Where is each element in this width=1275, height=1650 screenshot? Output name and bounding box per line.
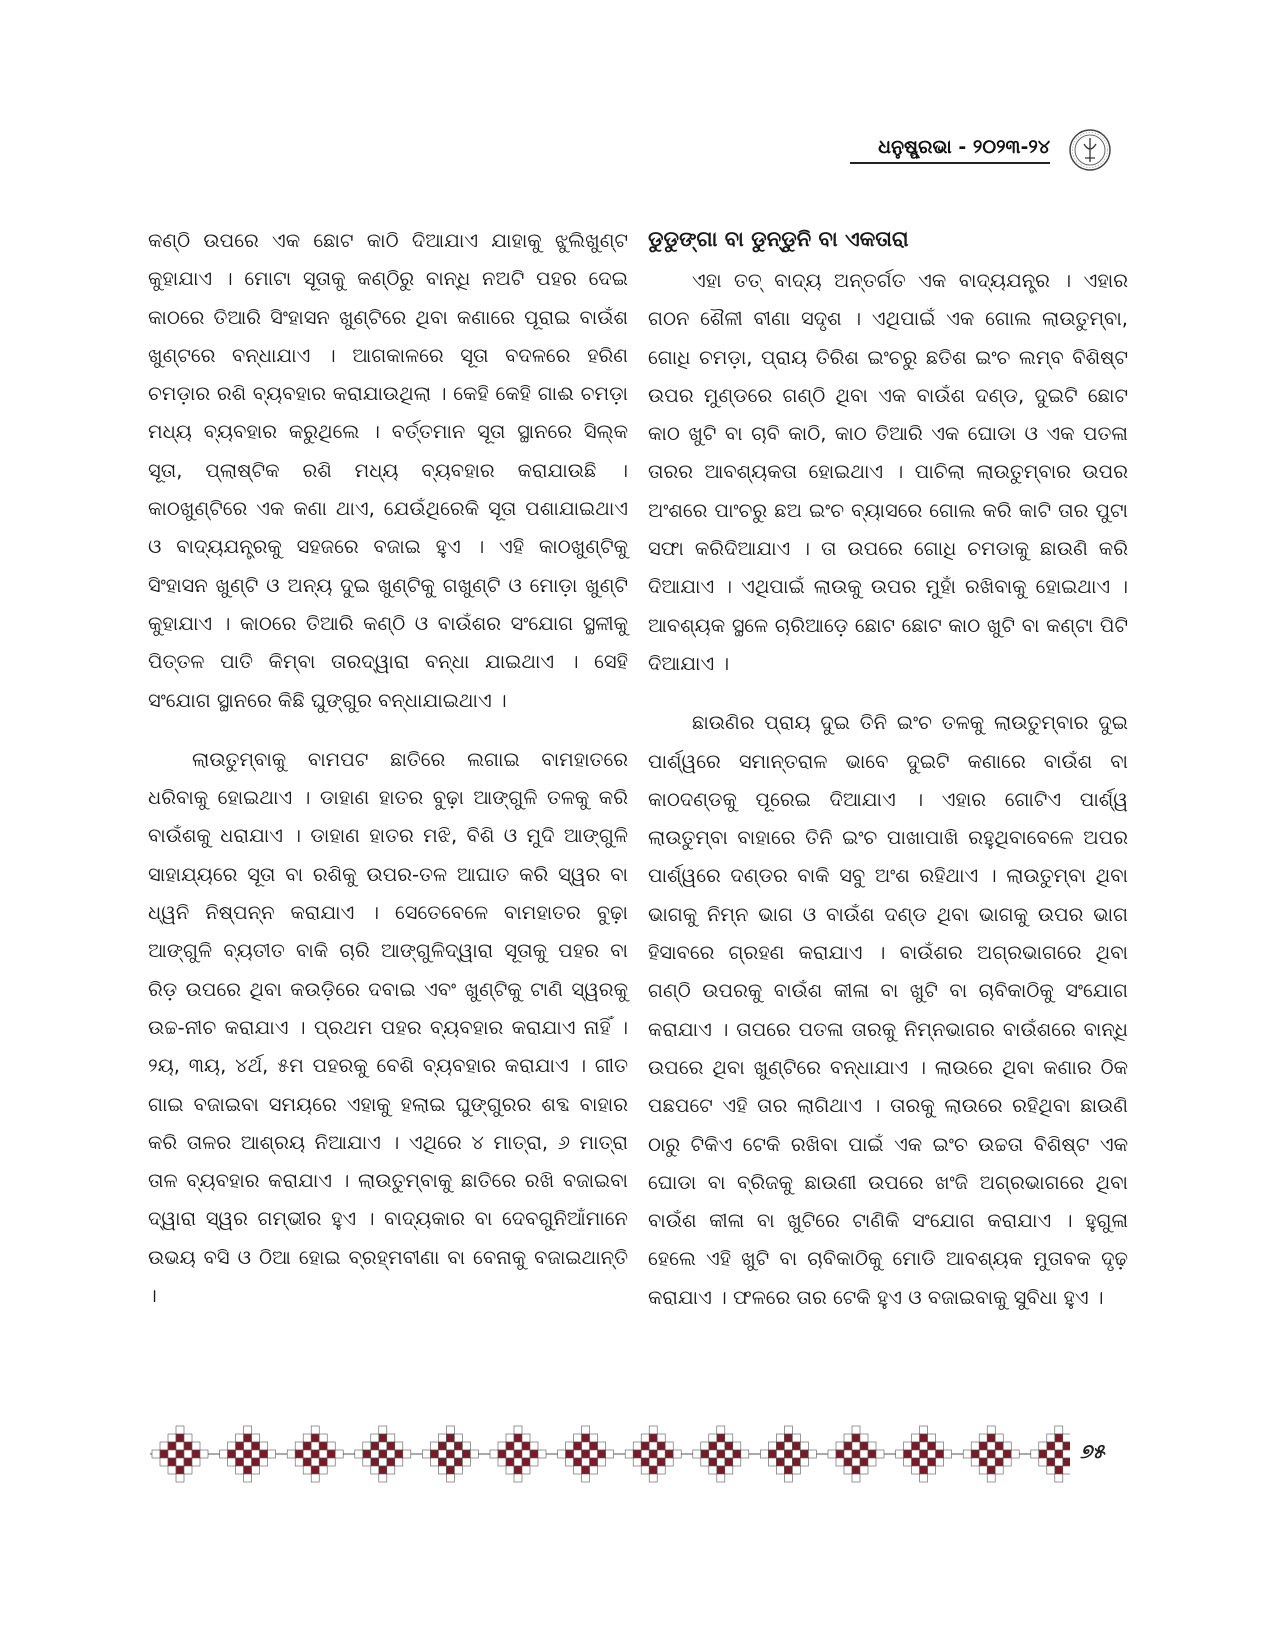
page-number: ୭୫	[1080, 1439, 1105, 1463]
checkered-cross-ornament-icon	[963, 1426, 1019, 1482]
checkered-cross-ornament-icon	[828, 1426, 884, 1482]
body-paragraph: ଛାଉଣିର ପ୍ରାୟ ଦୁଇ ତିନି ଇଂଚ ତଳକୁ ଲାଉତୁମ୍ବାର ଦୁଇ ପାର୍ଶ୍ୱରେ ସମାନ୍ତରାଳ ଭାବେ ଦୁଇଟି କଣାରେ ବାଉଁଶ ବା କାଠଦଣ୍ଡକୁ ପୂରେଇ ଦିଆଯାଏ । ଏହାର ଗୋଟିଏ ପାର୍ଶ୍ୱ ଲାଉତୁମ୍ବା ବାହାରେ ତିନି ଇଂଚ ପାଖାପାଖି ରହୁଥିବାବେଳେ ଅପର ପାର୍ଶ୍ୱରେ ଦଣ୍ଡର ବାକି ସବୁ ଅଂଶ ରହିଥାଏ । ଲାଉତୁମ୍ବା ଥିବା ଭାଗକୁ ନିମ୍ନ ଭାଗ ଓ ବାଉଁଶ ଦଣ୍ଡ ଥିବା ଭାଗକୁ ଉପର ଭାଗ ହିସାବରେ ଗ୍ରହଣ କରାଯାଏ । ବାଉଁଶର ଅଗ୍ରଭାଗରେ ଥିବା ଗଣ୍ଠି ଉପରକୁ ବାଉଁଶ କୀଳା ବା ଖୁଟି ବା ଚାବିକାଠିକୁ ସଂଯୋଗ କରାଯାଏ । ତାପରେ ପତଳା ତାରକୁ ନିମ୍ନଭାଗର ବାଉଁଶରେ ବାନ୍ଧି ଉପରେ ଥିବା ଖୁଣ୍ଟିରେ ବନ୍ଧାଯାଏ । ଲାଉରେ ଥିବା କଣାର ଠିକ ପଛପଟେ ଏହି ତାର ଲାଗିଥାଏ । ତାରକୁ ଲାଉରେ ରହିଥିବା ଛାଉଣି ଠାରୁ ଟିକିଏ ଟେକି ରଖିବା ପାଇଁ ଏକ ଇଂଚ ଉଚ୍ଚତା ବିଶିଷ୍ଟ ଏକ ଘୋଡା ବା ବ୍ରିଜକୁ ଛାଉଣୀ ଉପରେ ଖଂଜି ଅଗ୍ରଭାଗରେ ଥିବା ବାଉଁଶ କୀଳା ବା ଖୁଟିରେ ଟାଣିକି ସଂଯୋଗ କରାଯାଏ । ହୁଗୁଳା ହେଲେ ଏହି ଖୁଟି ବା ଚାବିକାଠିକୁ ମୋଡି ଆବଶ୍ୟକ ମୁତାବକ ଦୃଢ଼ କରାଯାଏ । ଫଳରେ ତାର ଟେକି ହୁଏ ଓ ବଜାଇବାକୁ ସୁବିଧା ହୁଏ ।	[648, 711, 1128, 1309]
left-column	[148, 222, 628, 1336]
circular-seal-icon	[1068, 128, 1112, 172]
checkered-cross-ornament-icon	[152, 1426, 208, 1482]
checkered-cross-ornament-icon	[760, 1426, 816, 1482]
checkered-cross-ornament-icon	[896, 1426, 952, 1482]
body-paragraph: କଣ୍ଠି ଉପରେ ଏକ ଛୋଟ କାଠି ଦିଆଯାଏ ଯାହାକୁ ଝୁଲିଖୁଣ୍ଟ କୁହାଯାଏ । ମୋଟା ସୂତାକୁ କଣ୍ଠିରୁ ବାନ୍ଧି ନଅଟି ପହର ଦେଇ କାଠରେ ତିଆରି ସିଂହାସନ ଖୁଣ୍ଟିରେ ଥିବା କଣାରେ ପୂରାଇ ବାଉଁଶ ଖୁଣ୍ଟରେ ବନ୍ଧାଯାଏ । ଆଗକାଳରେ ସୂତା ବଦଳରେ ହରିଣ ଚମଡ଼ାର ରଶି ବ୍ୟବହାର କରାଯାଉଥିଲା । କେହି କେହି ଗାଈ ଚମଡ଼ା ମଧ୍ୟ ବ୍ୟବହାର କରୁଥିଲେ । ବର୍ତ୍ତମାନ ସୂତା ସ୍ଥାନରେ ସିଲ୍କ ସୂତା, ପ୍ଲାଷ୍ଟିକ ରଶି ମଧ୍ୟ ବ୍ୟବହାର କରାଯାଉଛି । କାଠଖୁଣ୍ଟିରେ ଏକ କଣା ଥାଏ, ଯେଉଁଥିରେକି ସୂତା ପଶାଯାଇଥାଏ ଓ ବାଦ୍ୟଯନ୍ତ୍ରକୁ ସହଜରେ ବଜାଇ ହୁଏ । ଏହି କାଠଖୁଣ୍ଟିକୁ ସିଂହାସନ ଖୁଣ୍ଟି ଓ ଅନ୍ୟ ଦୁଇ ଖୁଣ୍ଟିକୁ ଗଖୁଣ୍ଟି ଓ ମୋଡ଼ା ଖୁଣ୍ଟି କୁହାଯାଏ । କାଠରେ ତିଆରି କଣ୍ଠି ଓ ବାଉଁଶର ସଂଯୋଗ ସ୍ଥଳୀକୁ ପିତ୍ତଳ ପାତି କିମ୍ବା ତାରଦ୍ୱାରା ବନ୍ଧା ଯାଇଥାଏ । ସେହି ସଂଯୋଗ ସ୍ଥାନରେ କିଛି ଘୁଙ୍ଗୁର ବନ୍ଧାଯାଇଥାଏ ।	[148, 229, 628, 712]
checkered-cross-ornament-icon	[220, 1426, 276, 1482]
checkered-cross-ornament-icon	[693, 1426, 749, 1482]
decorative-border	[150, 1418, 1070, 1490]
checkered-cross-ornament-icon	[625, 1426, 681, 1482]
right-column	[648, 222, 1128, 1338]
checkered-cross-ornament-icon	[422, 1426, 478, 1482]
running-header: ଧନୁଷ୍ପ୍ରଭା - ୨୦୨୩-୨୪	[850, 136, 1050, 164]
checkered-cross-ornament-icon	[287, 1426, 343, 1482]
section-heading: ଡୁଡୁଙ୍ଗା ବା ଡୁନ୍‌ଡୁନି ବା ଏକତାରା	[648, 227, 909, 251]
body-paragraph: ଏହା ତତ୍‌ ବାଦ୍ୟ ଅନ୍ତର୍ଗତ ଏକ ବାଦ୍ୟଯନ୍ତ୍ର । ଏହାର ଗଠନ ଶୈଳୀ ବୀଣା ସଦୃଶ । ଏଥିପାଇଁ ଏକ ଗୋଲ ଲାଉତୁମ୍ବା, ଗୋଧି ଚମଡ଼ା, ପ୍ରାୟ ତିରିଶ ଇଂଚରୁ ଛତିଶ ଇଂଚ ଲମ୍ବ ବିଶିଷ୍ଟ ଉପର ମୁଣ୍ଡରେ ଗଣ୍ଠି ଥିବା ଏକ ବାଉଁଶ ଦଣ୍ଡ, ଦୁଇଟି ଛୋଟ କାଠ ଖୁଟି ବା ଚାବି କାଠି, କାଠ ତିଆରି ଏକ ଘୋଡା ଓ ଏକ ପତଳା ତାରର ଆବଶ୍ୟକତା ହୋଇଥାଏ । ପାଚିଲା ଲାଉତୁମ୍ବାର ଉପର ଅଂଶରେ ପାଂଚରୁ ଛଅ ଇଂଚ ବ୍ୟାସରେ ଗୋଲ କରି କାଟି ତାର ପୁଟା ସଫା କରିଦିଆଯାଏ । ତା ଉପରେ ଗୋଧି ଚମଡାକୁ ଛାଉଣି କରି ଦିଆଯାଏ । ଏଥିପାଇଁ ଲାଉକୁ ଉପର ମୁହାଁ ରଖିବାକୁ ହୋଇଥାଏ । ଆବଶ୍ୟକ ସ୍ଥଳେ ଚାରିଆଡ଼େ ଛୋଟ ଛୋଟ କାଠ ଖୁଟି ବା କଣ୍ଟା ପିଟି ଦିଆଯାଏ ।	[648, 269, 1128, 675]
checkered-cross-ornament-icon	[558, 1426, 614, 1482]
checkered-cross-ornament-icon	[1031, 1426, 1070, 1482]
checkered-cross-ornament-icon	[355, 1426, 411, 1482]
checkered-cross-ornament-icon	[490, 1426, 546, 1482]
body-paragraph: ଲାଉତୁମ୍ବାକୁ ବାମପଟ ଛାତିରେ ଲଗାଇ ବାମହାତରେ ଧରିବାକୁ ହୋଇଥାଏ । ଡାହାଣ ହାତର ବୁଢ଼ା ଆଙ୍ଗୁଳି ତଳକୁ କରି ବାଉଁଶକୁ ଧରାଯାଏ । ଡାହାଣ ହାତର ମଝି, ବିଶି ଓ ମୁଦି ଆଙ୍ଗୁଳି ସାହାଯ୍ୟରେ ସୂତା ବା ରଶିକୁ ଉପର-ତଳ ଆଘାତ କରି ସ୍ୱର ବା ଧ୍ୱନି ନିଷ୍ପନ୍ନ କରାଯାଏ । ସେତେବେଳେ ବାମହାତର ବୁଢ଼ା ଆଙ୍ଗୁଳି ବ୍ୟତୀତ ବାକି ଚାରି ଆଙ୍ଗୁଳିଦ୍ୱାରା ସୂତାକୁ ପହର ବା ରିଡ଼ ଉପରେ ଥିବା କଉଡ଼ିରେ ଦବାଇ ଏବଂ ଖୁଣ୍ଟିକୁ ଟାଣି ସ୍ୱରକୁ ଉଚ୍ଚ-ନୀଚ କରାଯାଏ । ପ୍ରଥମ ପହର ବ୍ୟବହାର କରାଯାଏ ନାହିଁ । ୨ୟ, ୩ୟ, ୪ର୍ଥ, ୫ମ ପହରକୁ ବେଶି ବ୍ୟବହାର କରାଯାଏ । ଗୀତ ଗାଇ ବଜାଇବା ସମୟରେ ଏହାକୁ ହଲାଇ ଘୁଙ୍ଗୁରର ଶବ୍ଦ ବାହାର କରି ତାଳର ଆଶ୍ରୟ ନିଆଯାଏ । ଏଥିରେ ୪ ମାତ୍ରା, ୬ ମାତ୍ରା ତାଳ ବ୍ୟବହାର କରାଯାଏ । ଲାଉତୁମ୍ବାକୁ ଛାତିରେ ରଖି ବଜାଇବା ଦ୍ୱାରା ସ୍ୱର ଗମ୍ଭୀର ହୁଏ । ବାଦ୍ୟକାର ବା ଦେବଗୁନିଆଁମାନେ ଉଭୟ ବସି ଓ ଠିଆ ହୋଇ ବ୍ରହ୍ମବୀଣା ବା ବେନାକୁ ବଜାଇଥାନ୍ତି ।	[148, 747, 628, 1308]
